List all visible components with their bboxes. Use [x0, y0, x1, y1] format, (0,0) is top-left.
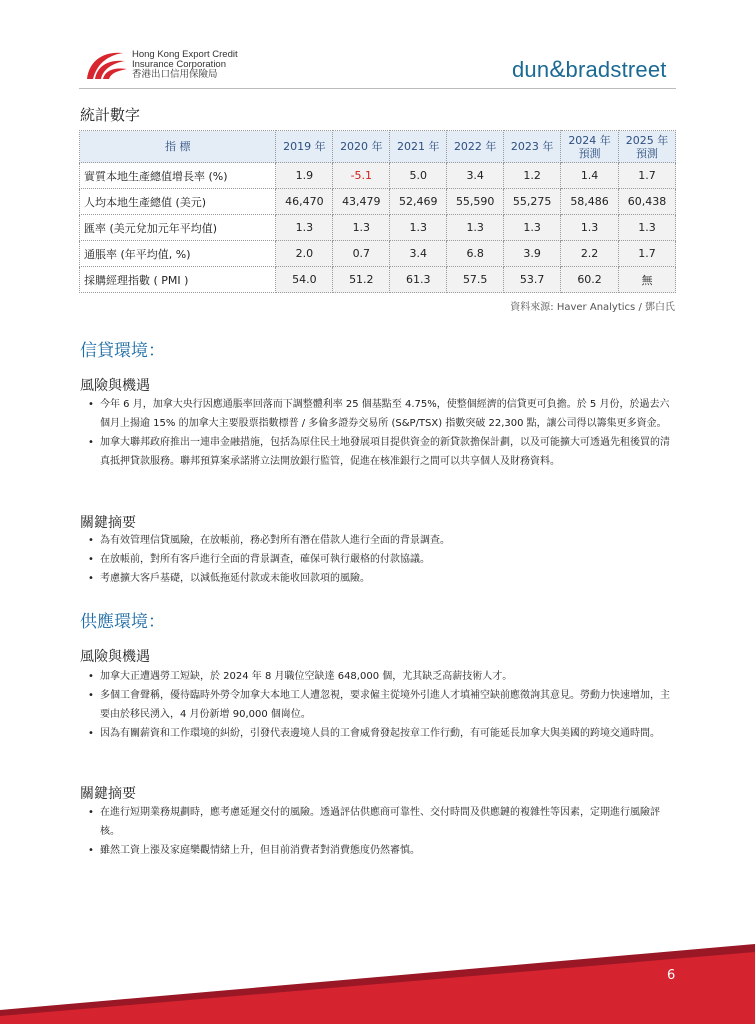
org-name-zh: 香港出口信用保險局	[132, 69, 218, 80]
table-cell: -5.1	[333, 163, 390, 189]
data-source: 資料來源: Haver Analytics / 鄧白氏	[510, 302, 675, 313]
table-cell: 57.5	[447, 267, 504, 293]
list-item: • 因為有關薪資和工作環境的糾紛，引發代表邊境人員的工會威脅發起按章工作行動，有可能延長加拿大與美國的跨境交通時間。	[88, 724, 678, 743]
stats-header-row	[80, 131, 676, 163]
table-cell: 1.7	[619, 163, 676, 189]
table-cell: 58,486	[561, 189, 619, 215]
table-cell: 3.4	[390, 241, 447, 267]
row-label: 通脹率 (年平均值, %)	[80, 241, 276, 267]
table-cell: 3.9	[504, 241, 561, 267]
table-cell: 54.0	[276, 267, 333, 293]
org-name	[132, 50, 238, 80]
list-item: • 在放帳前，對所有客戶進行全面的背景調查，確保可執行嚴格的付款協議。	[88, 550, 678, 569]
table-cell: 60.2	[561, 267, 619, 293]
supply-section-title: 供應環境：	[80, 612, 165, 632]
dnb-left: dun	[512, 57, 550, 82]
table-cell: 55,275	[504, 189, 561, 215]
table-cell: 無	[619, 267, 676, 293]
page-header	[0, 0, 755, 95]
table-cell: 1.3	[619, 215, 676, 241]
org-name-en-line2: Insurance Corporation	[132, 59, 226, 70]
table-cell: 51.2	[333, 267, 390, 293]
dnb-amp: &	[549, 56, 566, 83]
table-cell: 1.3	[276, 215, 333, 241]
dnb-right: bradstreet	[565, 57, 667, 82]
row-label: 匯率 (美元兌加元年平均值)	[80, 215, 276, 241]
table-cell: 1.3	[447, 215, 504, 241]
supply-risk-title: 風險與機遇	[80, 649, 150, 665]
row-label: 採購經理指數 ( PMI )	[80, 267, 276, 293]
table-cell: 43,479	[333, 189, 390, 215]
table-cell: 2.0	[276, 241, 333, 267]
table-cell: 2.2	[561, 241, 619, 267]
column-header: 2025 年 預測	[619, 131, 676, 163]
footer-band	[0, 930, 755, 1024]
table-cell: 1.3	[504, 215, 561, 241]
org-name-en-line1: Hong Kong Export Credit	[132, 49, 238, 60]
list-item: • 雖然工資上漲及家庭樂觀情緒上升，但目前消費者對消費態度仍然審慎。	[88, 841, 678, 860]
column-header: 指 標	[80, 131, 276, 163]
table-cell: 53.7	[504, 267, 561, 293]
page-number: 6	[667, 968, 676, 983]
list-item: • 為有效管理信貸風險，在放帳前，務必對所有潛在借款人進行全面的背景調查。	[88, 531, 678, 550]
stats-title: 統計數字	[80, 106, 141, 124]
table-row	[80, 189, 676, 215]
stats-table	[79, 130, 676, 293]
table-cell: 6.8	[447, 241, 504, 267]
table-cell: 1.3	[561, 215, 619, 241]
credit-key-list	[88, 531, 678, 588]
credit-risk-title: 風險與機遇	[80, 378, 150, 394]
supply-key-list	[88, 803, 678, 860]
list-item: • 多個工會聲稱，優待臨時外勞令加拿大本地工人遭忽視，要求僱主從境外引進人才填補空缺前應徵詢其意見。勞動力快速增加，主要由於移民湧入，4 月份新增 90,000 個崗位。	[88, 686, 678, 724]
column-header: 2023 年	[504, 131, 561, 163]
table-cell: 1.3	[333, 215, 390, 241]
table-cell: 0.7	[333, 241, 390, 267]
credit-key-title: 關鍵摘要	[80, 515, 136, 531]
dun-bradstreet-logo	[512, 56, 667, 84]
column-header: 2021 年	[390, 131, 447, 163]
table-cell: 52,469	[390, 189, 447, 215]
column-header: 2019 年	[276, 131, 333, 163]
table-cell: 61.3	[390, 267, 447, 293]
header-divider	[79, 88, 676, 89]
supply-risk-list	[88, 667, 678, 743]
row-label: 人均本地生產總值 (美元)	[80, 189, 276, 215]
table-cell: 55,590	[447, 189, 504, 215]
table-cell: 1.9	[276, 163, 333, 189]
table-cell: 1.3	[390, 215, 447, 241]
column-header: 2024 年 預測	[561, 131, 619, 163]
list-item: • 考慮擴大客戶基礎，以減低拖延付款或未能收回款項的風險。	[88, 569, 678, 588]
list-item: • 加拿大正遭遇勞工短缺，於 2024 年 8 月職位空缺達 648,000 個，尤其缺乏高薪技術人才。	[88, 667, 678, 686]
table-cell: 5.0	[390, 163, 447, 189]
hkecic-logo-icon	[83, 47, 129, 83]
list-item: • 在進行短期業務規劃時，應考慮延遲交付的風險。透過評估供應商可靠性、交付時間及供應鏈的複雜性等因素，定期進行風險評核。	[88, 803, 678, 841]
table-row	[80, 267, 676, 293]
table-cell: 1.4	[561, 163, 619, 189]
table-row	[80, 163, 676, 189]
credit-risk-list	[88, 395, 678, 471]
list-item: • 加拿大聯邦政府推出一連串金融措施，包括為原住民土地發展項目提供資金的新貸款擔保計劃，以及可能擴大可透過先租後買的清真抵押貸款服務。聯邦預算案承諾將立法開放銀行監管，促進在核准銀行之間可以共享個人及財務資料。	[88, 433, 678, 471]
table-cell: 3.4	[447, 163, 504, 189]
table-cell: 1.7	[619, 241, 676, 267]
table-cell: 46,470	[276, 189, 333, 215]
list-item: • 今年 6 月，加拿大央行因應通脹率回落而下調整體利率 25 個基點至 4.75%，使整個經濟的信貸更可負擔。於 5 月份，於過去六個月上揚逾 15% 的加拿大主要股票指數標普 / 多倫多證券交易所 (S&P/TSX) 指數突破 22,300 點，讓公司得以籌集更多資金。	[88, 395, 678, 433]
table-row	[80, 215, 676, 241]
column-header: 2020 年	[333, 131, 390, 163]
table-row	[80, 241, 676, 267]
table-cell: 1.2	[504, 163, 561, 189]
credit-section-title: 信貸環境：	[80, 341, 165, 361]
row-label: 實質本地生產總值增長率 (%)	[80, 163, 276, 189]
column-header: 2022 年	[447, 131, 504, 163]
supply-key-title: 關鍵摘要	[80, 786, 136, 802]
table-cell: 60,438	[619, 189, 676, 215]
